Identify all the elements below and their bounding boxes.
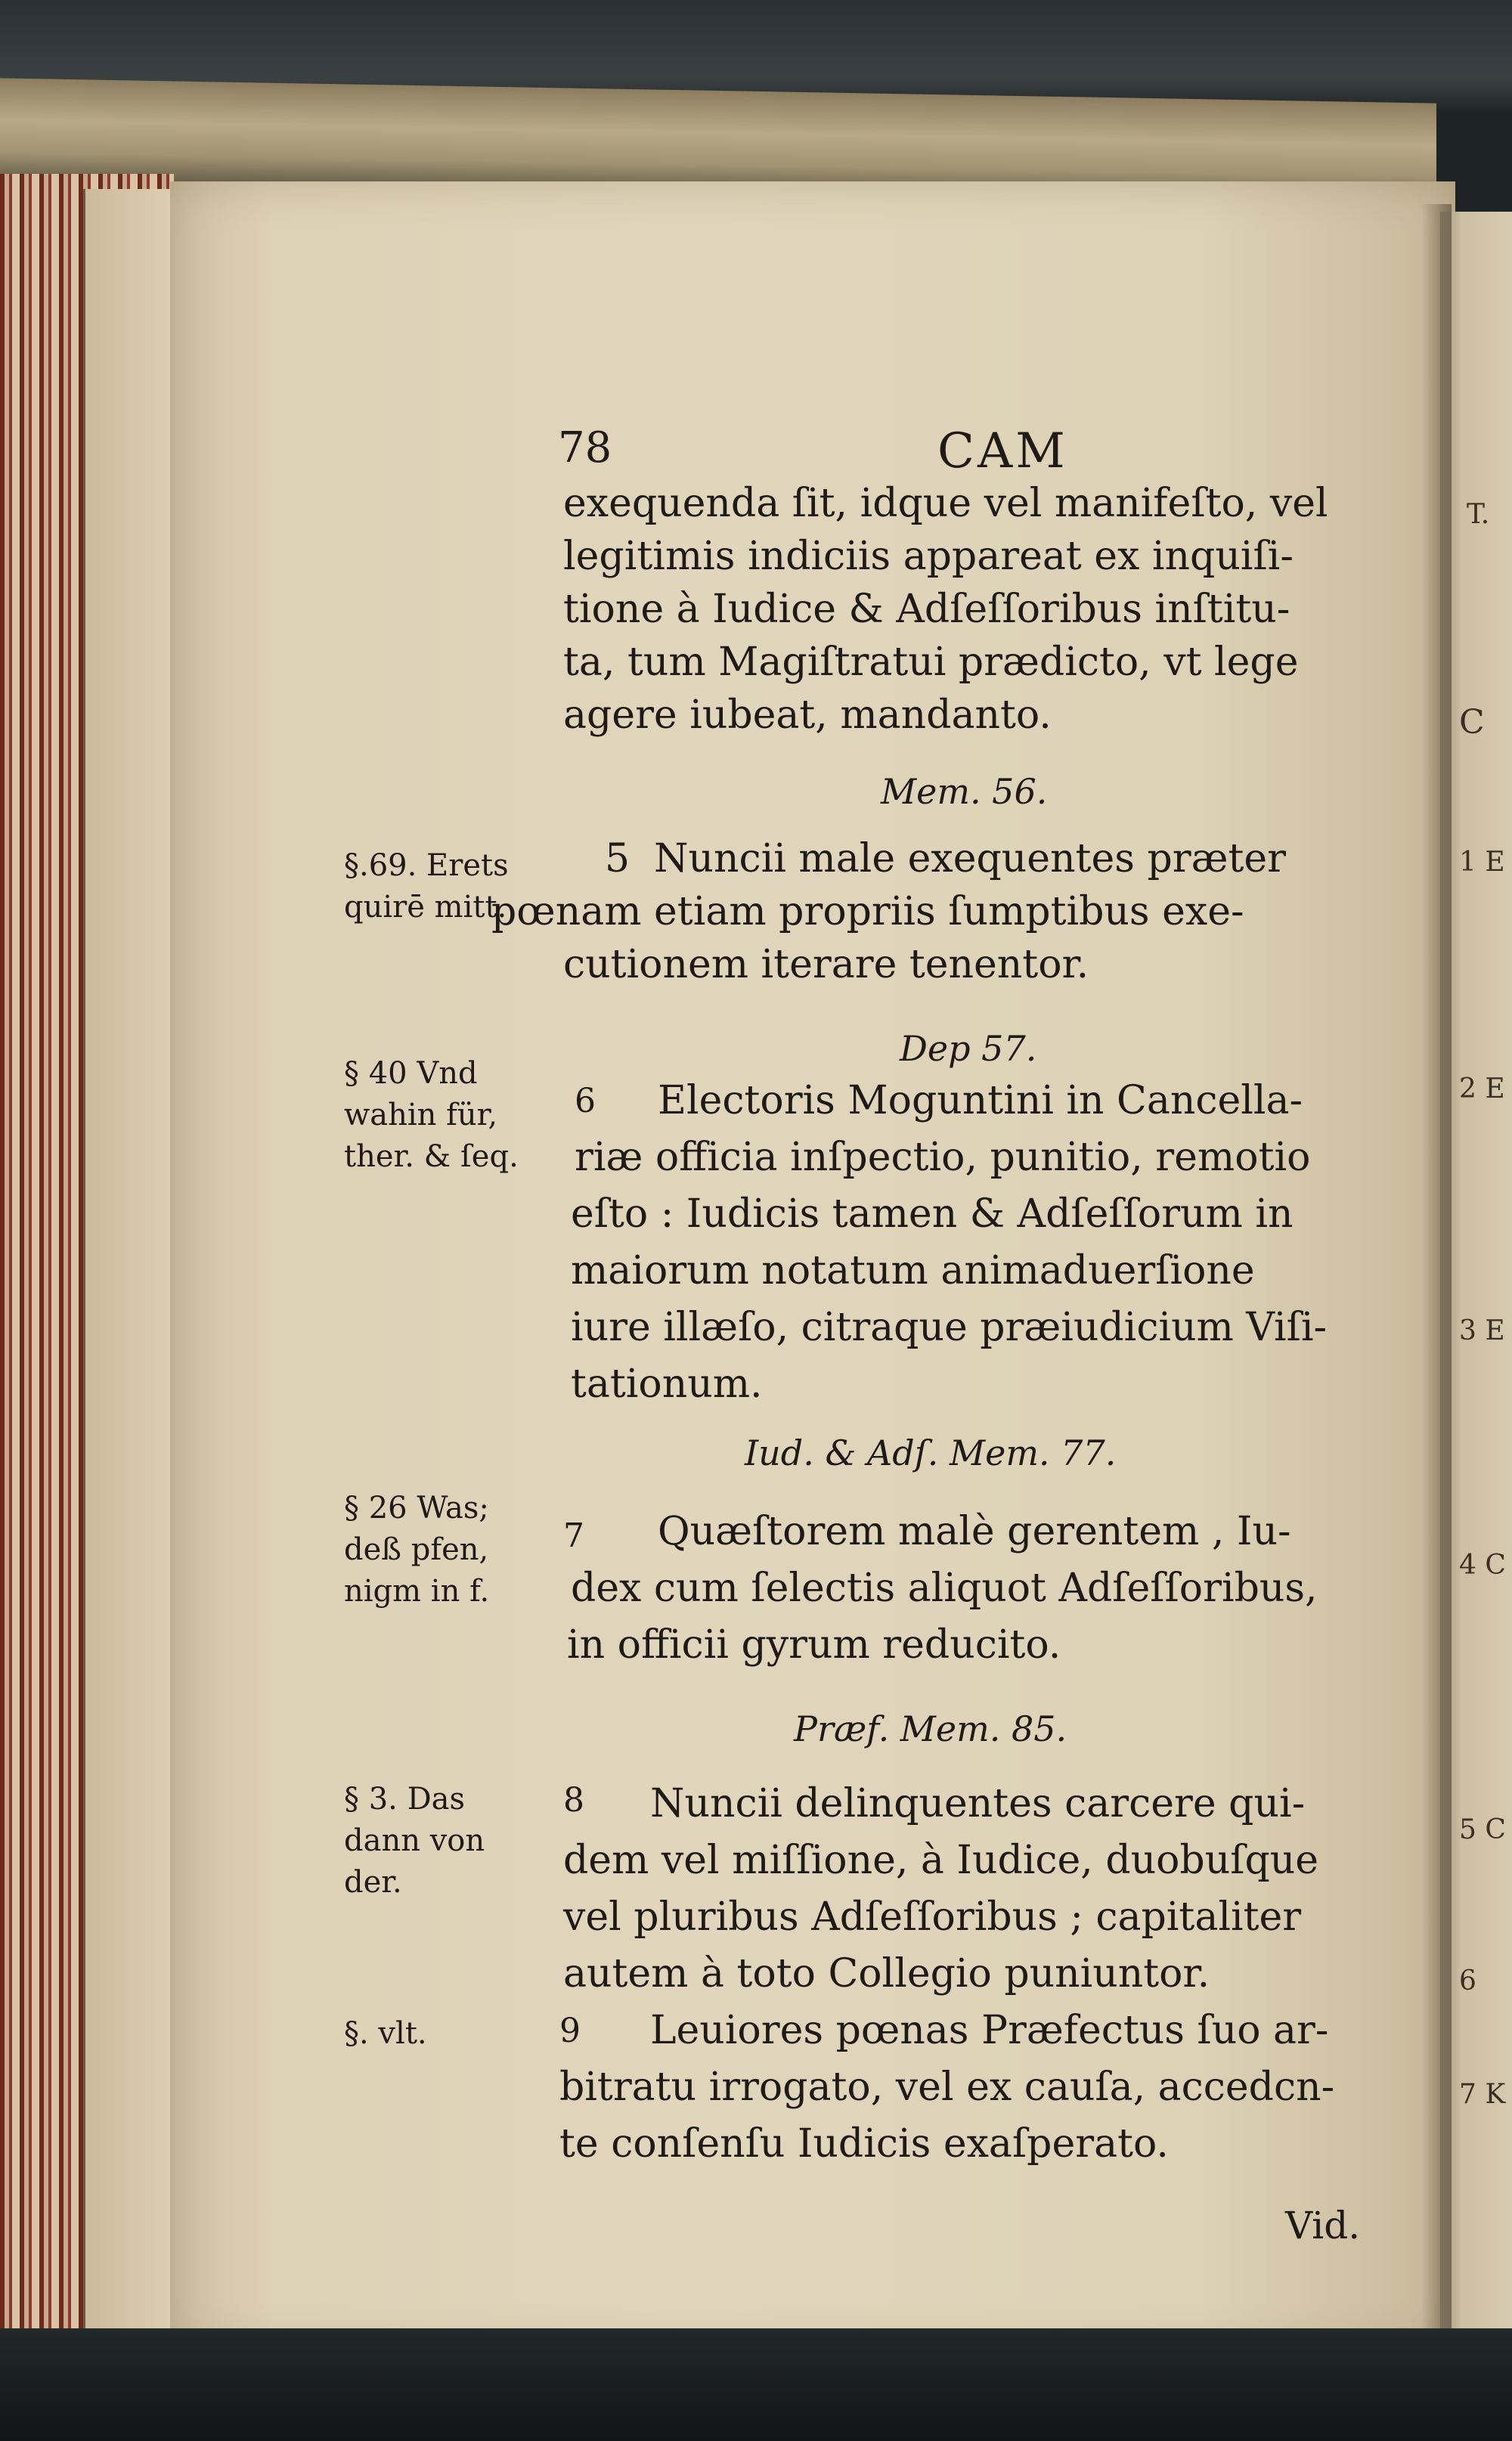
reference-note: Præf. Mem. 85. <box>794 1708 1067 1749</box>
margin-note: deß pfen, <box>344 1532 489 1567</box>
margin-note: ther. & ſeq. <box>344 1139 519 1174</box>
margin-note: nigm in f. <box>344 1574 490 1609</box>
margin-note: § 40 Vnd <box>344 1056 478 1091</box>
body-line: in officii gyrum reducito. <box>567 1622 1061 1668</box>
page-number: 78 <box>558 423 612 472</box>
body-line: vel pluribus Adſeſſoribus ; capitaliter <box>563 1894 1302 1940</box>
facing-page-fragment: 4 C <box>1459 1550 1506 1581</box>
body-line: agere iubeat, mandanto. <box>563 692 1052 738</box>
paragraph-number: 8 <box>563 1781 584 1820</box>
body-line: Nuncii male exequentes præter <box>654 836 1286 881</box>
facing-page-fragment: 6 <box>1459 1966 1476 1996</box>
backdrop-bottom <box>0 2328 1512 2441</box>
body-line: Nuncii delinquentes carcere qui- <box>650 1781 1306 1826</box>
body-line: ta, tum Magiſtratui prædicto, vt lege <box>563 640 1299 685</box>
body-line: Electoris Moguntini in Cancella- <box>658 1078 1303 1123</box>
body-line: pœnam etiam propriis ſumptibus exe- <box>491 889 1244 934</box>
gutter-shadow <box>1421 204 1452 2359</box>
margin-note: § 26 Was; <box>344 1491 489 1526</box>
paragraph-number: 5 <box>605 836 631 881</box>
reference-note: Mem. 56. <box>881 771 1048 812</box>
body-line: exequenda ſit, idque vel manifeſto, vel <box>563 481 1328 526</box>
body-line: Quæſtorem malè gerentem , Iu- <box>658 1509 1291 1554</box>
body-line: te conſenſu Iudicis exaſperato. <box>559 2121 1169 2167</box>
facing-page-fragment: 1 E <box>1459 847 1505 878</box>
margin-note: dann von <box>344 1823 485 1858</box>
facing-page-fragment: T. <box>1467 499 1490 530</box>
margin-note: §. vlt. <box>344 2016 427 2051</box>
margin-note: quirē mitt. <box>344 890 507 925</box>
margin-note: §.69. Erets <box>344 848 509 883</box>
facing-page-fragment: C <box>1459 703 1485 742</box>
body-line: riæ officia inſpectio, punitio, remotio <box>575 1135 1311 1180</box>
body-line: tione à Iudice & Adſeſſoribus inſtitu- <box>563 587 1290 632</box>
margin-note: § 3. Das <box>344 1782 466 1817</box>
margin-note: wahin für, <box>344 1098 498 1132</box>
paragraph-number: 6 <box>575 1082 596 1120</box>
facing-page-fragment: 5 C <box>1459 1814 1506 1845</box>
facing-page-fragment: 2 E <box>1459 1073 1505 1104</box>
paragraph-number: 9 <box>559 2012 581 2050</box>
body-line: Leuiores pœnas Præfectus ſuo ar- <box>650 2008 1329 2053</box>
body-line: tationum. <box>571 1361 763 1407</box>
body-line: bitratu irrogato, vel ex cauſa, accedcn- <box>559 2065 1335 2110</box>
reference-note: Dep 57. <box>900 1028 1037 1069</box>
facing-page-fragment: 7 K <box>1459 2079 1506 2110</box>
body-line: iure illæſo, citraque præiudicium Viſi- <box>571 1305 1328 1350</box>
left-page-strip <box>83 189 176 2336</box>
body-line: maiorum notatum animaduerſione <box>571 1248 1255 1293</box>
catchword: Vid. <box>1285 2204 1361 2247</box>
body-line: dem vel miſſione, à Iudice, duobuſque <box>563 1838 1318 1883</box>
body-line: dex cum ſelectis aliquot Adſeſſoribus, <box>571 1566 1318 1611</box>
body-line: legitimis indiciis appareat ex inquiſi- <box>563 534 1294 579</box>
reference-note: Iud. & Adſ. Mem. 77. <box>745 1433 1117 1473</box>
body-line: autem à toto Collegio puniuntor. <box>563 1951 1210 1996</box>
paragraph-number: 7 <box>563 1516 584 1555</box>
running-head: CAM <box>937 423 1068 479</box>
margin-note: der. <box>344 1865 402 1900</box>
facing-page-fragment: 3 E <box>1459 1315 1505 1346</box>
body-line: cutionem iterare tenentor. <box>563 942 1089 987</box>
body-line: eſto : Iudicis tamen & Adſeſſorum in <box>571 1191 1294 1237</box>
